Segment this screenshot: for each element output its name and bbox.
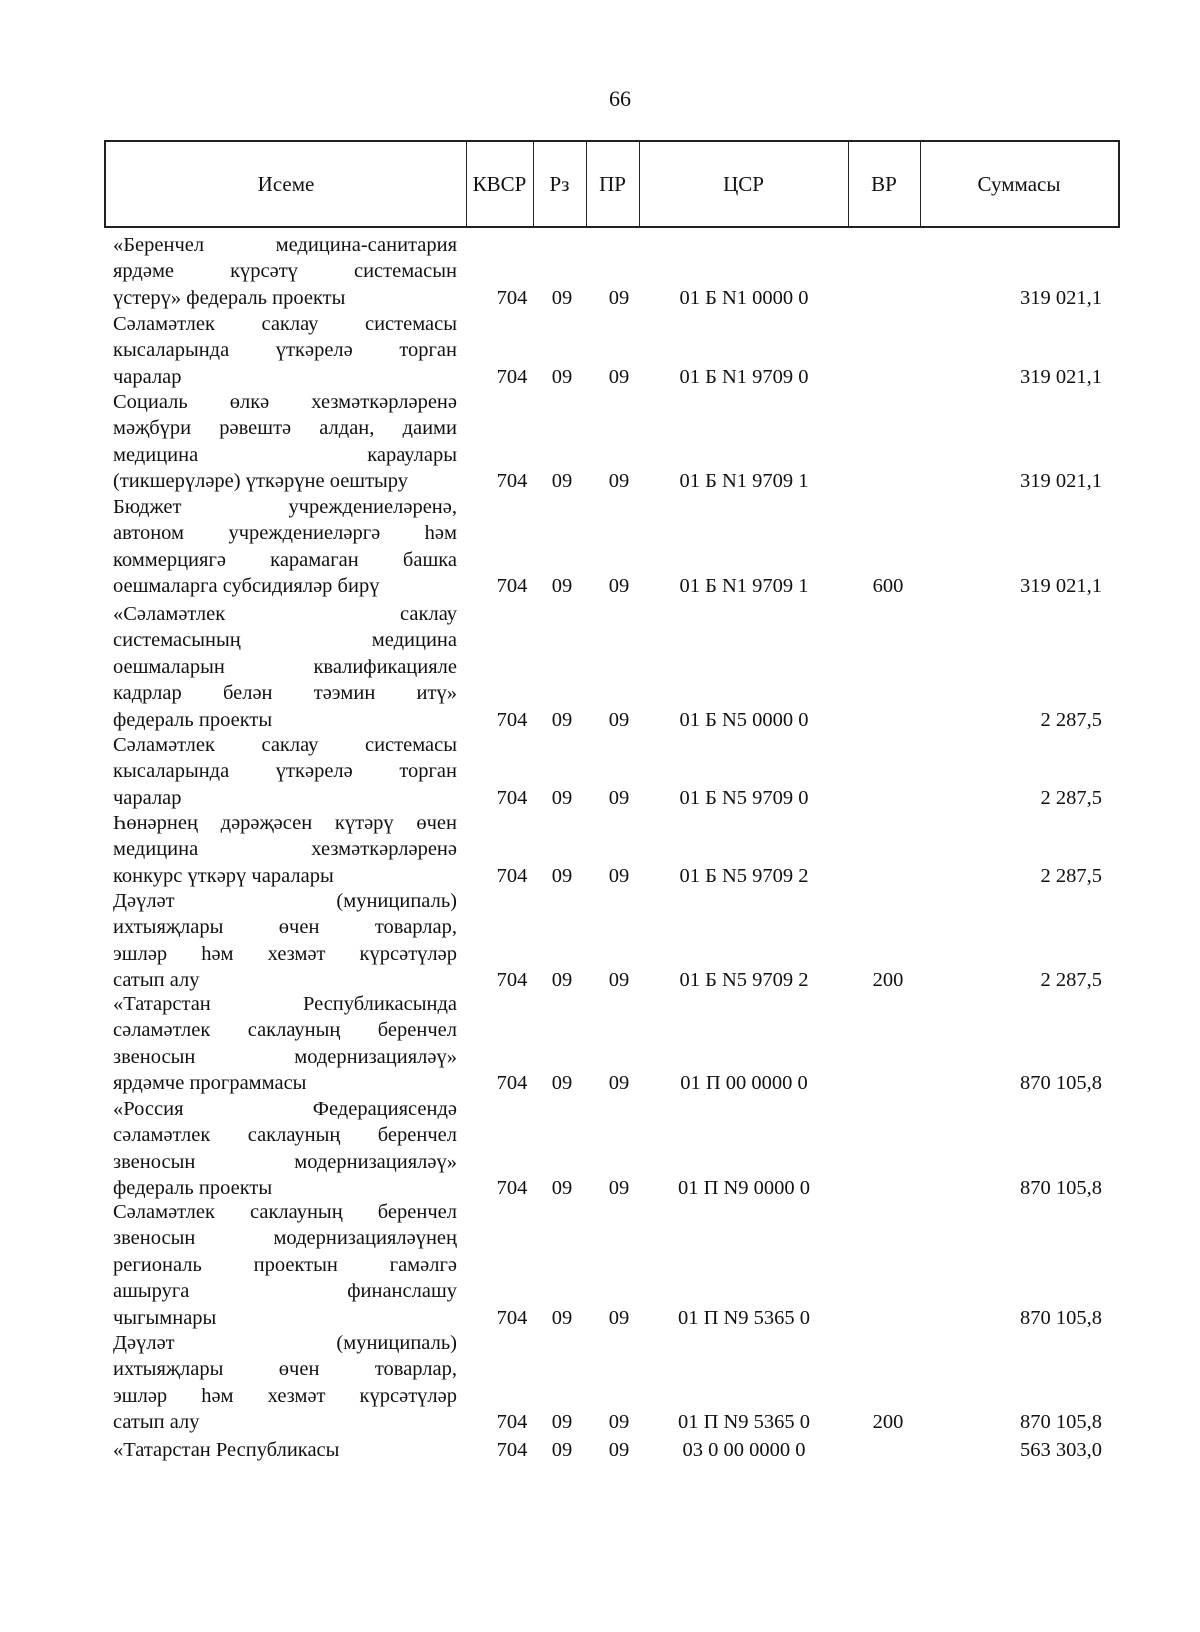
row-name-line: чаралар xyxy=(113,786,182,809)
cell-pr: 09 xyxy=(608,969,630,992)
cell-kvsr: 704 xyxy=(496,286,528,309)
cell-sum: 870 105,8 xyxy=(1020,1072,1102,1095)
cell-pr: 09 xyxy=(608,1411,630,1434)
row-name-line: автоном учреждениеләргә һәм xyxy=(113,522,457,545)
cell-rz: 09 xyxy=(551,365,573,388)
row-name xyxy=(113,732,457,811)
cell-pr: 09 xyxy=(608,1306,630,1329)
cell-sum: 870 105,8 xyxy=(1020,1177,1102,1200)
row-name-line: чаралар xyxy=(113,365,182,388)
cell-csr: 01 П 00 0000 0 xyxy=(680,1072,808,1095)
cell-sum: 870 105,8 xyxy=(1020,1306,1102,1329)
row-name-line: Дәүләт (муниципаль) xyxy=(113,1332,457,1354)
row-name-line: кысаларында үткәрелә торган xyxy=(113,339,457,362)
cell-pr: 09 xyxy=(608,470,630,493)
cell-rz: 09 xyxy=(551,786,573,809)
cell-kvsr: 704 xyxy=(496,708,528,731)
row-name-line: звеносын модернизацияләүнең xyxy=(113,1227,457,1250)
cell-pr: 09 xyxy=(608,365,630,388)
cell-rz: 09 xyxy=(551,1072,573,1095)
cell-kvsr: 704 xyxy=(496,1306,528,1329)
row-name-line: Бюджет учреждениеләренә, xyxy=(113,496,457,518)
cell-pr: 09 xyxy=(608,575,630,598)
header-rz: Рз xyxy=(549,171,570,196)
cell-rz: 09 xyxy=(551,1411,573,1434)
cell-rz: 09 xyxy=(551,286,573,309)
row-name xyxy=(113,888,457,994)
cell-rz: 09 xyxy=(551,864,573,887)
cell-csr: 01 Б N5 9709 0 xyxy=(679,786,809,809)
cell-pr: 09 xyxy=(608,286,630,309)
cell-csr: 01 Б N5 9709 2 xyxy=(679,864,809,887)
row-name-line: Сәламәтлек саклау системасы xyxy=(113,734,457,756)
cell-sum: 563 303,0 xyxy=(1020,1439,1102,1461)
cell-vr: 200 xyxy=(872,1411,904,1434)
row-name xyxy=(113,389,457,495)
cell-sum: 319 021,1 xyxy=(1020,470,1102,493)
cell-csr: 01 Б N1 9709 0 xyxy=(679,365,809,388)
row-name-line: ихтыяҗлары өчен товарлар, xyxy=(113,916,457,939)
row-name-line: «Беренчел медицина-санитария xyxy=(113,234,457,256)
header-pr: ПР xyxy=(599,171,626,196)
row-name xyxy=(113,810,457,889)
row-name xyxy=(113,1330,457,1436)
cell-vr: 200 xyxy=(872,969,904,992)
cell-kvsr: 704 xyxy=(496,1439,528,1461)
cell-kvsr: 704 xyxy=(496,864,528,887)
row-name-line: системасының медицина xyxy=(113,629,457,652)
cell-sum: 319 021,1 xyxy=(1020,286,1102,309)
cell-csr: 01 Б N1 0000 0 xyxy=(679,286,809,309)
cell-csr: 01 Б N1 9709 1 xyxy=(679,575,809,598)
cell-kvsr: 704 xyxy=(496,470,528,493)
row-name-line: чыгымнары xyxy=(113,1306,217,1329)
cell-vr: 600 xyxy=(872,575,904,598)
cell-csr: 01 Б N1 9709 1 xyxy=(679,470,809,493)
header-kvsr: КВСР xyxy=(472,171,527,196)
row-name-line: звеносын модернизацияләү» xyxy=(113,1150,457,1173)
row-name-line: Социаль өлкә хезмәткәрләренә xyxy=(113,391,457,413)
cell-pr: 09 xyxy=(608,708,630,731)
row-name-line: федераль проекты xyxy=(113,1177,273,1200)
row-name-line: ярдәмче программасы xyxy=(113,1072,307,1095)
row-name-line: «Сәламәтлек саклау xyxy=(113,603,457,625)
row-name-line: мәҗбүри рәвештә алдан, даими xyxy=(113,417,457,440)
cell-sum: 2 287,5 xyxy=(1040,786,1102,809)
cell-csr: 01 П N9 5365 0 xyxy=(677,1306,811,1329)
row-name-line: федераль проекты xyxy=(113,708,273,731)
row-name xyxy=(113,991,457,1097)
cell-kvsr: 704 xyxy=(496,365,528,388)
cell-csr: 03 0 00 0000 0 xyxy=(682,1439,806,1461)
row-name-line: эшләр һәм хезмәт күрсәтүләр xyxy=(113,1384,457,1407)
row-name-line: медицина караулары xyxy=(113,443,457,466)
cell-csr: 01 П N9 5365 0 xyxy=(677,1411,811,1434)
page-number: 66 xyxy=(609,86,631,111)
cell-kvsr: 704 xyxy=(496,969,528,992)
cell-rz: 09 xyxy=(551,1439,573,1461)
row-name-line: ярдәме күрсәтү системасын xyxy=(113,260,457,283)
row-name-line: Һөнәрнең дәрәҗәсен күтәрү өчен xyxy=(113,812,457,834)
row-name xyxy=(113,1199,457,1331)
cell-rz: 09 xyxy=(551,1177,573,1200)
row-name xyxy=(113,1437,457,1463)
cell-kvsr: 704 xyxy=(496,1072,528,1095)
cell-sum: 319 021,1 xyxy=(1020,575,1102,598)
row-name-line: ихтыяҗлары өчен товарлар, xyxy=(113,1358,457,1381)
cell-pr: 09 xyxy=(608,1177,630,1200)
row-name-line: сәламәтлек саклауның беренчел xyxy=(113,1019,457,1042)
row-name xyxy=(113,494,457,600)
row-name-line: кысаларында үткәрелә торган xyxy=(113,760,457,783)
cell-pr: 09 xyxy=(608,786,630,809)
row-name xyxy=(113,1096,457,1202)
cell-pr: 09 xyxy=(608,1072,630,1095)
row-name-line: ашыруга финанслашу xyxy=(113,1280,457,1303)
cell-kvsr: 704 xyxy=(496,1177,528,1200)
row-name-line: конкурс үткәрү чаралары xyxy=(113,864,334,887)
cell-rz: 09 xyxy=(551,969,573,992)
cell-kvsr: 704 xyxy=(496,1411,528,1434)
cell-kvsr: 704 xyxy=(496,786,528,809)
row-name-line: эшләр һәм хезмәт күрсәтүләр xyxy=(113,942,457,965)
row-name-line: Дәүләт (муниципаль) xyxy=(113,890,457,912)
row-name xyxy=(113,232,457,311)
row-name-line: региональ проектын гамәлгә xyxy=(113,1253,457,1276)
row-name-line: звеносын модернизацияләү» xyxy=(113,1045,457,1068)
row-name-line: Сәламәтлек саклау системасы xyxy=(113,313,457,335)
header-vr: ВР xyxy=(871,171,897,196)
header-csr: ЦСР xyxy=(723,171,764,196)
cell-csr: 01 Б N5 0000 0 xyxy=(679,708,809,731)
cell-rz: 09 xyxy=(551,470,573,493)
table-header xyxy=(104,140,1120,228)
row-name-line: Сәламәтлек саклауның беренчел xyxy=(113,1201,457,1223)
cell-sum: 2 287,5 xyxy=(1040,969,1102,992)
cell-rz: 09 xyxy=(551,575,573,598)
row-name-line: медицина хезмәткәрләренә xyxy=(113,838,457,861)
row-name xyxy=(113,601,457,733)
row-name-line: «Татарстан Республикасында xyxy=(113,993,457,1015)
cell-rz: 09 xyxy=(551,708,573,731)
cell-pr: 09 xyxy=(608,864,630,887)
row-name-line: сәламәтлек саклауның беренчел xyxy=(113,1124,457,1147)
cell-csr: 01 Б N5 9709 2 xyxy=(679,969,809,992)
row-name-line: үстерү» федераль проекты xyxy=(113,286,346,309)
row-name-line: оешмаларын квалификацияле xyxy=(113,655,457,678)
header-sum: Суммасы xyxy=(977,171,1061,196)
row-name-line: сатып алу xyxy=(113,969,200,992)
row-name-line: «Россия Федерациясендә xyxy=(113,1098,457,1120)
header-name: Исеме xyxy=(257,171,315,196)
cell-pr: 09 xyxy=(608,1439,630,1461)
row-name-line: коммерциягә карамаган башка xyxy=(113,548,457,571)
cell-csr: 01 П N9 0000 0 xyxy=(677,1177,811,1200)
row-name-line: (тикшерүләре) үткәрүне оештыру xyxy=(113,470,409,493)
cell-kvsr: 704 xyxy=(496,575,528,598)
row-name-line: сатып алу xyxy=(113,1411,200,1434)
cell-sum: 870 105,8 xyxy=(1020,1411,1102,1434)
cell-sum: 319 021,1 xyxy=(1020,365,1102,388)
row-name xyxy=(113,311,457,390)
row-name-line: оешмаларга субсидияләр бирү xyxy=(113,575,380,598)
cell-sum: 2 287,5 xyxy=(1040,864,1102,887)
cell-sum: 2 287,5 xyxy=(1040,708,1102,731)
row-name-line: «Татарстан Республикасы xyxy=(113,1439,340,1461)
cell-rz: 09 xyxy=(551,1306,573,1329)
row-name-line: кадрлар белән тәэмин итү» xyxy=(113,682,457,705)
